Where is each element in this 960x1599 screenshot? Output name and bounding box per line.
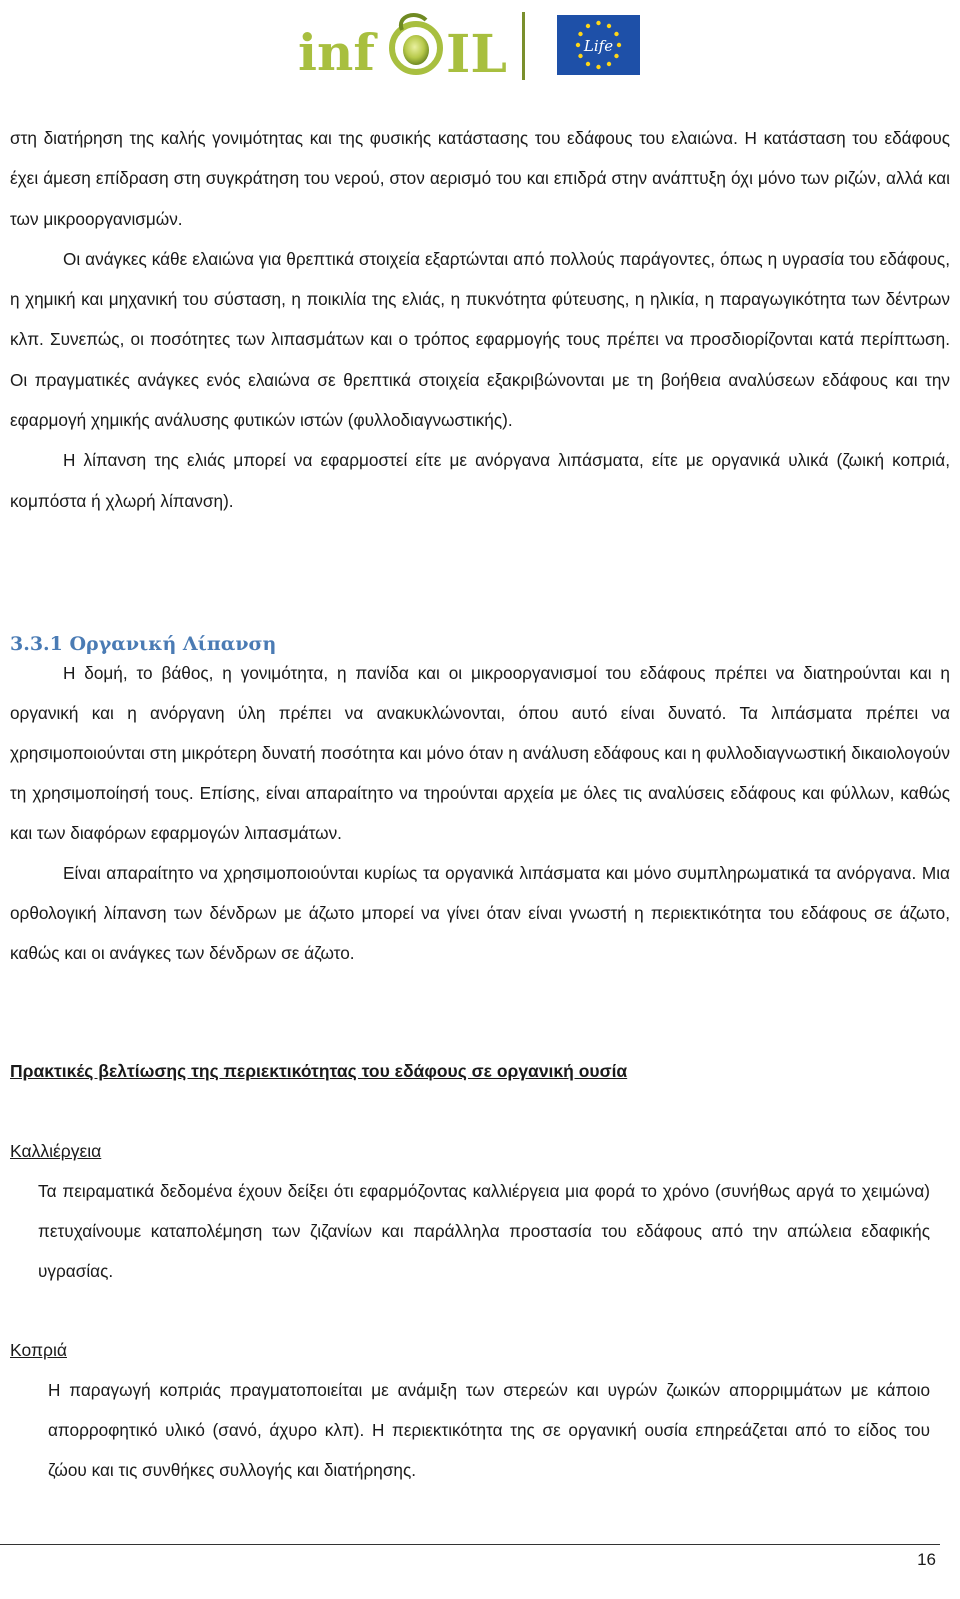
cultivation-title: Καλλιέργεια	[10, 1141, 102, 1161]
paragraph: Η λίπανση της ελιάς μπορεί να εφαρμοστεί είτε με ανόργανα λιπάσματα, είτε με οργανικά υλικά (ζωική κοπριά, κομπόστα ή χλωρή λίπανση).	[10, 450, 950, 511]
infoil-logo	[298, 10, 528, 84]
svg-text:IL: IL	[446, 24, 507, 84]
section-heading: 3.3.1 Οργανική Λίπανση	[10, 633, 277, 655]
page-header	[0, 0, 960, 90]
svg-text:Life: Life	[583, 37, 614, 55]
footer-divider	[0, 1544, 940, 1545]
paragraph: στη διατήρηση της καλής γονιμότητας και της φυσικής κατάστασης του εδάφους του ελαιώνα. Η κατάσταση του εδάφους έχει άμεση επίδραση στη συγκράτηση του νερού, στον αερισμό του και επιδρά στην ανάπτυξη όχι μόνο των ριζών, αλλά και των μικροοργανισμών.	[10, 128, 950, 229]
manure-title: Κοπριά	[10, 1340, 67, 1360]
eu-life-logo	[557, 15, 640, 75]
paragraph: Είναι απαραίτητο να χρησιμοποιούνται κυρίως τα οργανικά λιπάσματα και μόνο συμπληρωματικά τα ανόργανα. Μια ορθολογική λίπανση των δένδρων με άζωτο μπορεί να γίνει όταν είναι γνωστή η περιεκτικότητα του εδάφους σε άζωτο, καθώς και οι ανάγκες των δένδρων σε άζωτο.	[10, 863, 950, 963]
cultivation-paragraph: Τα πειραματικά δεδομένα έχουν δείξει ότι εφαρμόζοντας καλλιέργεια μια φορά το χρόνο (συνήθως αργά το χειμώνα) πετυχαίνουμε καταπολέμηση των ζιζανίων και παράλληλα προστασία του εδάφους από την απώλεια εδαφικής υγρασίας.	[38, 1181, 930, 1281]
page-number: 16	[917, 1550, 936, 1569]
organic-fertilization-section	[10, 653, 950, 973]
manure-paragraph: Η παραγωγή κοπριάς πραγματοποιείται με ανάμιξη των στερεών και υγρών ζωικών απορριμμάτων με κάποιο απορροφητικό υλικό (σανό, άχυρο κλπ). Η περιεκτικότητα της σε οργανική ουσία επηρεάζεται από το είδος του ζώου και τις συνθήκες συλλογής και διατήρησης.	[48, 1380, 930, 1480]
paragraph: Οι ανάγκες κάθε ελαιώνα για θρεπτικά στοιχεία εξαρτώνται από πολλούς παράγοντες, όπως η υγρασία του εδάφους, η χημική και μηχανική του σύσταση, η ποικιλία της ελιάς, η πυκνότητα φύτευσης, η ηλικία, η παραγωγικότητα των δέντρων κλπ. Συνεπώς, οι ποσότητες των λιπασμάτων και ο τρόπος εφαρμογής τους πρέπει να προσδιορίζονται κατά περίπτωση. Οι πραγματικές ανάγκες ενός ελαιώνα σε θρεπτικά στοιχεία εξακριβώνονται με τη βοήθεια αναλύσεων εδάφους και την εφαρμογή χημικής ανάλυσης φυτικών ιστών (φυλλοδιαγνωστικής).	[10, 248, 950, 431]
intro-section	[10, 118, 950, 521]
svg-text:inf: inf	[298, 23, 375, 82]
paragraph: Η δομή, το βάθος, η γονιμότητα, η πανίδα και οι μικροοργανισμοί του εδάφους πρέπει να διατηρούνται και η οργανική και η ανόργανη ύλη πρέπει να ανακυκλώνονται, όπου αυτό είναι δυνατό. Τα λιπάσματα πρέπει να χρησιμοποιούνται στη μικρότερη δυνατή ποσότητα και μόνο όταν η ανάλυση εδάφους και η φυλλοδιαγνωστική δικαιολογούν τη χρησιμοποίησή τους. Επίσης, είναι απαραίτητο να τηρούνται αρχεία με όλες τις αναλύσεις εδάφους και φύλλων, καθώς και των διαφόρων εφαρμογών λιπασμάτων.	[10, 663, 950, 843]
practices-title: Πρακτικές βελτίωσης της περιεκτικότητας του εδάφους σε οργανική ουσία	[10, 1061, 628, 1081]
